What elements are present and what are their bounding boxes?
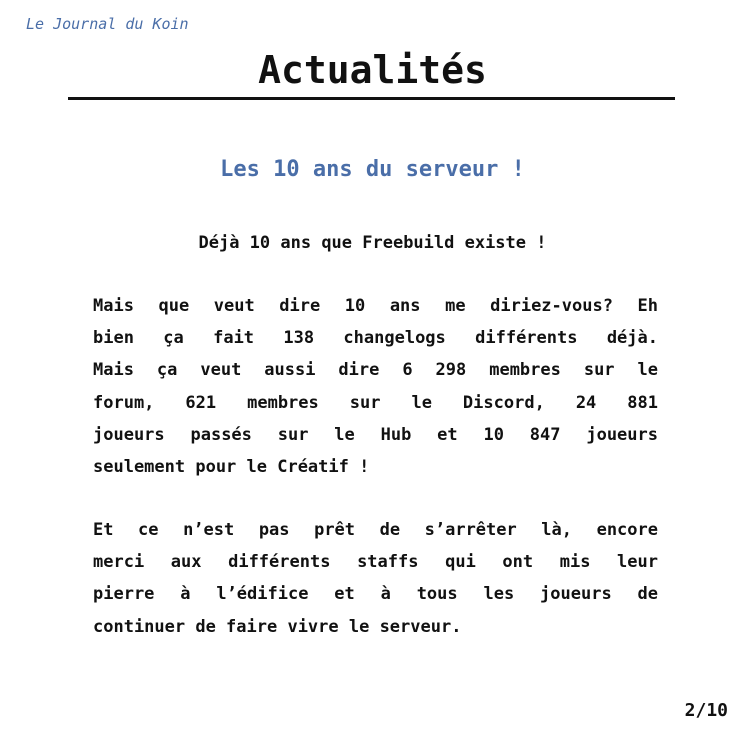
paragraph-line: pierre à l’édifice et à tous les joueurs de: [93, 584, 658, 605]
article-paragraph-2: [93, 514, 658, 643]
page-number: 2/10: [684, 700, 728, 721]
paragraph-line: seulement pour le Créatif !: [93, 457, 370, 478]
page-title: Actualités: [258, 48, 487, 92]
title-divider: [68, 97, 675, 100]
paragraph-line: joueurs passés sur le Hub et 10 847 joueurs: [93, 424, 658, 445]
paragraph-line: Mais que veut dire 10 ans me diriez-vous? Eh: [93, 296, 658, 316]
paragraph-line: forum, 621 membres sur le Discord, 24 881: [93, 392, 658, 413]
paragraph-line: merci aux différents staffs qui ont mis leur: [93, 552, 658, 573]
article-intro: Déjà 10 ans que Freebuild existe !: [198, 233, 547, 253]
journal-name: Le Journal du Koin: [26, 15, 189, 33]
article-paragraph-1: [93, 290, 658, 483]
paragraph-line: bien ça fait 138 changelogs différents déjà.: [93, 328, 658, 349]
paragraph-line: Et ce n’est pas prêt de s’arrêter là, encore: [93, 520, 658, 540]
paragraph-line: continuer de faire vivre le serveur.: [93, 616, 462, 637]
article-title: Les 10 ans du serveur !: [220, 157, 525, 182]
paragraph-line: Mais ça veut aussi dire 6 298 membres sur le: [93, 360, 658, 381]
